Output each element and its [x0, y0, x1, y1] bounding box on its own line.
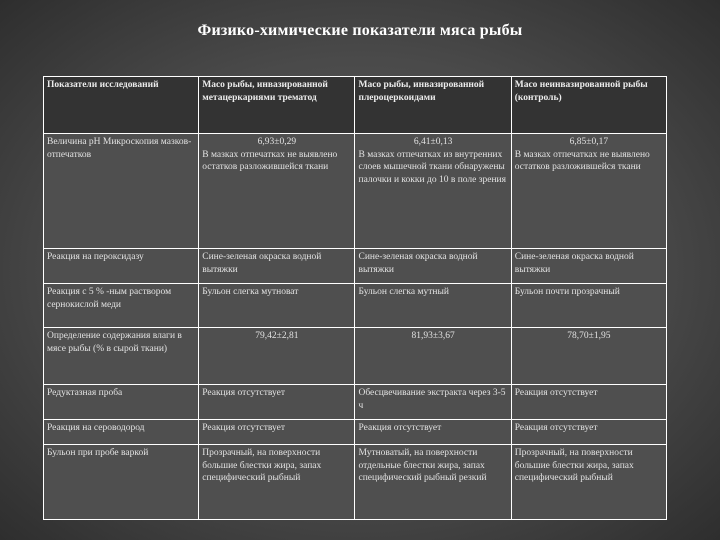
header-plerocercoid-infested: Масо рыбы, инвазированной плероцеркоидами [355, 77, 511, 134]
table-cell [511, 328, 666, 385]
table-cell: Бульон слегка мутноват [199, 284, 355, 328]
table-row [44, 385, 667, 420]
row-label: Реакция на пероксидазу [44, 249, 199, 284]
row-label: Редуктазная проба [44, 385, 199, 420]
row-label: Реакция на сероводород [44, 420, 199, 445]
cell-value: 6,85±0,17 [569, 137, 609, 147]
table-cell [199, 134, 355, 249]
table-cell: Бульон почти прозрачный [511, 284, 666, 328]
table-cell: Прозрачный, на поверхности большие блестки жира, запах специфический рыбный [511, 445, 666, 520]
row-label: Бульон при пробе варкой [44, 445, 199, 520]
cell-value: 6,93±0,29 [257, 137, 297, 147]
table-cell: Сине-зеленая окраска водной вытяжки [355, 249, 511, 284]
table-cell [199, 328, 355, 385]
table-cell: Реакция отсутствует [199, 420, 355, 445]
table-cell: Реакция отсутствует [511, 420, 666, 445]
row-label: Реакция с 5 % -ным раствором сернокислой меди [44, 284, 199, 328]
cell-value: 78,70±1,95 [567, 331, 611, 341]
table-row [44, 249, 667, 284]
table-cell: Сине-зеленая окраска водной вытяжки [511, 249, 666, 284]
table-row [44, 284, 667, 328]
table-cell: Обесцвечивание экстракта через 3-5 ч [355, 385, 511, 420]
table-row [44, 420, 667, 445]
table-row [44, 134, 667, 249]
header-trematode-infested: Масо рыбы, инвазированной метацеркариями трематод [199, 77, 355, 134]
slide-title: Физико-химические показатели мяса рыбы [197, 22, 523, 39]
cell-note: В мазках отпечатках не выявлено остатков разложившейся ткани [514, 149, 650, 172]
table-cell: Бульон слегка мутный [355, 284, 511, 328]
table-cell: Мутноватый, на поверхности отдельные блестки жира, запах специфический рыбный резкий [355, 445, 511, 520]
cell-value: 79,42±2,81 [255, 331, 299, 341]
header-control: Масо неинвазированной рыбы (контроль) [511, 77, 666, 134]
fish-meat-indicators-table [43, 76, 667, 520]
cell-note: В мазках отпечатках не выявлено остатков разложившейся ткани [202, 149, 338, 172]
table-cell: Реакция отсутствует [511, 385, 666, 420]
header-indicators: Показатели исследований [44, 77, 199, 134]
row-label: Величина pH Микроскопия мазков-отпечатков [44, 134, 199, 249]
cell-note: В мазках отпечатках из внутренних слоев мышечной ткани обнаружены палочки и кокки до 10 в поле зрения [358, 149, 506, 185]
table-cell: Прозрачный, на поверхности большие блестки жира, запах специфический рыбный [199, 445, 355, 520]
cell-value: 6,41±0,13 [413, 137, 453, 147]
table-cell [355, 328, 511, 385]
cell-value: 81,93±3,67 [411, 331, 455, 341]
table-cell: Сине-зеленая окраска водной вытяжки [199, 249, 355, 284]
table-header-row [44, 77, 667, 134]
table-row [44, 328, 667, 385]
table-cell: Реакция отсутствует [355, 420, 511, 445]
table-cell [511, 134, 666, 249]
row-label: Определение содержания влаги в мясе рыбы (% в сырой ткани) [44, 328, 199, 385]
table-cell: Реакция отсутствует [199, 385, 355, 420]
table-row [44, 445, 667, 520]
table-cell [355, 134, 511, 249]
